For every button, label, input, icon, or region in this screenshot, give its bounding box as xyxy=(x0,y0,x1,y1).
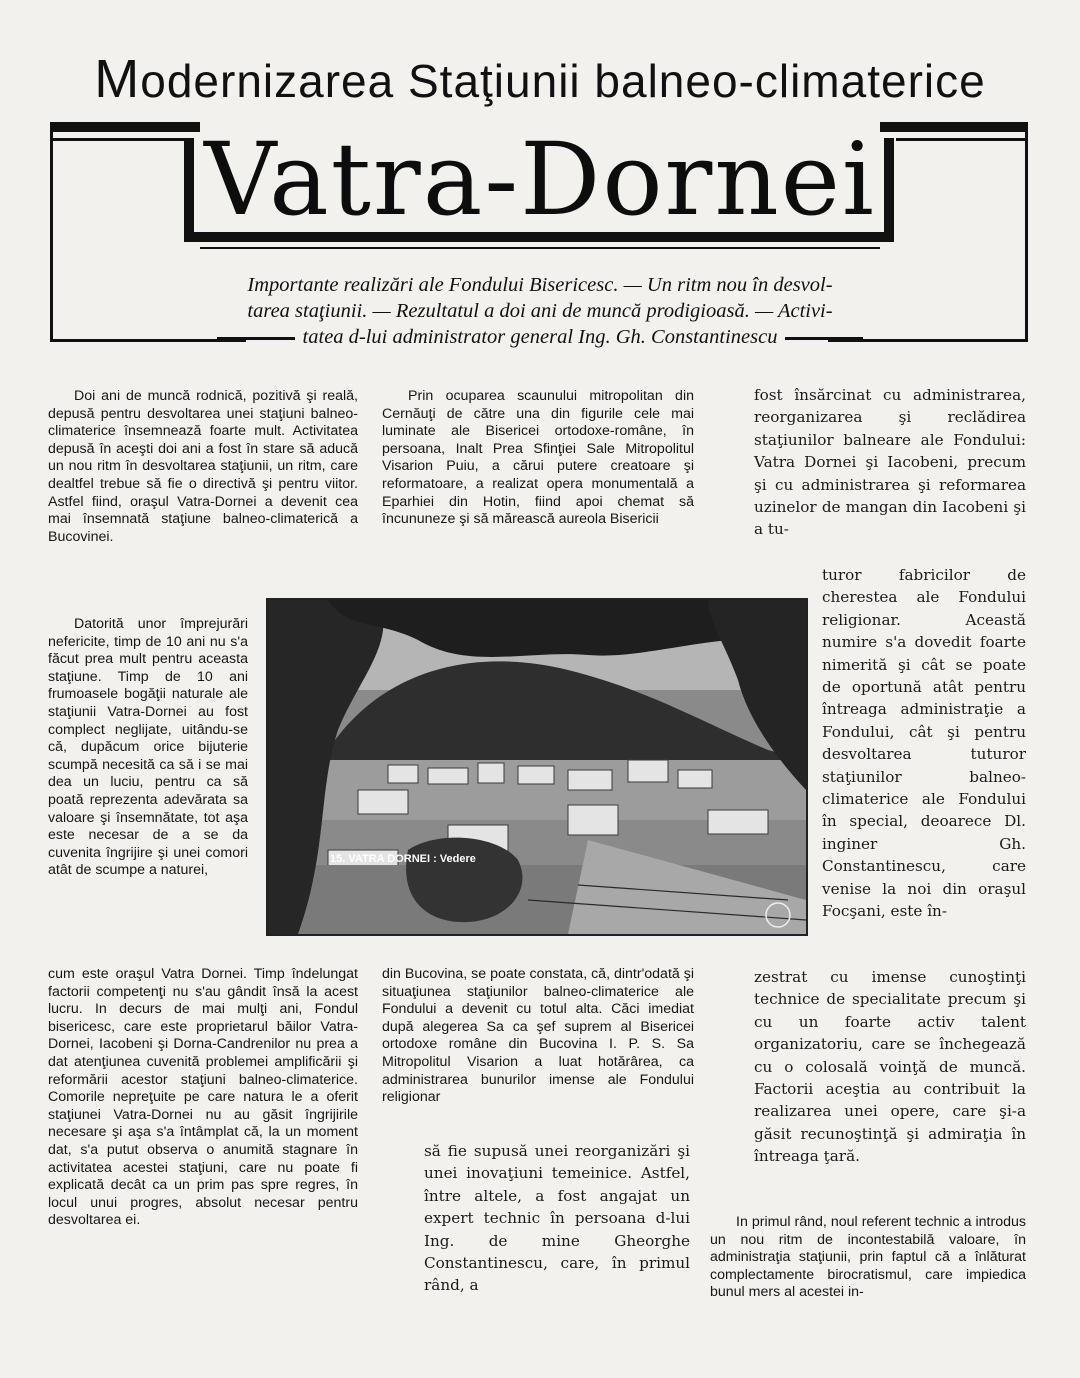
frame-top-right-thick xyxy=(880,122,1028,132)
photo-illustration xyxy=(268,600,806,934)
subtitle-right-rule xyxy=(828,339,1028,342)
supertitle xyxy=(0,48,1080,110)
column-2-top xyxy=(382,388,694,529)
main-title: Vatra-Dornei xyxy=(204,121,876,238)
frame-right-inner-vertical xyxy=(884,138,894,238)
frame-top-left-thin xyxy=(50,138,184,141)
paragraph: fost însărcinat cu administrarea, reorganizarea şi reclădirea staţiunilor balneare ale Fondului: Vatra Dornei şi Iacobeni, precum şi cu administrarea şi reformarea uzinelor de mangan din Iacobeni şi a tu- xyxy=(754,386,1026,539)
paragraph: turor fabricilor de cherestea ale Fondului religionar. Această numire s'a dovedit foarte nimerită şi cât se poate de oportună atât pentru întreaga administraţie a Fondului, cât şi pentru desvoltarea tuturor staţiunilor balneo-climaterice ale Fondului în special, deoarece Dl. inginer Gh. Constantinescu, care venise la noi din oraşul Focşani, este în- xyxy=(822,566,1026,921)
subtitle-left-rule xyxy=(50,339,246,342)
subtitle-line-1: Importante realizări ale Fondului Bisericesc. — Un ritm nou în desvol- xyxy=(247,274,833,296)
frame-bottom-thin xyxy=(200,247,880,249)
town-photograph xyxy=(266,598,808,936)
paragraph: din Bucovina, se poate constata, că, dintr'odată şi situaţiunea staţiunilor balneo-climaterice ale Fondului a devenit cu totul alta. Căci imediat după alegerea Sa ca şef suprem al Bisericei ortodoxe române din Bucovina I. P. S. Sa Mitropolitul Visarion a luat hotărârea, ca administrarea bunurilor imense ale Fondului religionar xyxy=(382,966,694,1106)
column-1-beside-photo xyxy=(48,616,248,880)
paragraph: Prin ocuparea scaunului mitropolitan din Cernăuţi de către una din figurile cele mai luminate ale Bisericei ortodoxe-române, în persoana, Inalt Prea Sfinţiei Sale Mitropolitul Visarion Puiu, a cărui putere creatoare şi reformatoare, a realizat opera monumentală a Eparhiei din Hotin, fiind apoi chemat să încununeze şi să mărească aureola Bisericii xyxy=(382,388,694,528)
column-3-bottom xyxy=(710,1214,1026,1302)
column-3-under-photo xyxy=(754,966,1026,1168)
subtitle-line-3-wrap xyxy=(50,324,1030,350)
column-1-bottom xyxy=(48,966,358,1230)
photo-caption: 15. VATRA DORNEI : Vedere xyxy=(330,853,476,865)
column-2-bottom xyxy=(382,966,694,1107)
column-3-top xyxy=(754,384,1026,541)
frame-left-inner-vertical xyxy=(184,138,194,238)
frame-top-left-thick xyxy=(50,122,200,132)
frame-top-right-thin xyxy=(896,138,1028,141)
column-2-serif xyxy=(424,1140,690,1297)
column-1 xyxy=(48,388,358,546)
paragraph: să fie supusă unei reorganizări şi unei inovaţiuni temeinice. Astfel, între altele, a fost angajat un expert technic în persoana d-lui Ing. de mine Gheorghe Constantinescu, care, în primul rând, a xyxy=(424,1142,690,1295)
paragraph: cum este oraşul Vatra Dornei. Timp îndelungat factorii competenţi nu s'au gândit însă la acest lucru. In decurs de mai mulţi ani, Fondul bisericesc, care este proprietarul băilor Vatra-Dornei, Iacobeni şi Dorna-Candrenilor nu prea a dat atenţiunea cuvenită problemei amplificării şi reformării acestor staţiuni balneo-climaterice. Comorile nepreţuite pe care natura le a oferit staţiunei Vatra-Dornei nu au găsit îngrijirile necesare şi aşa s'a întâmplat că, la un moment dat, s'a putut observa o anumită stagnare în activitatea acestei staţiuni, care nu poate fi explicată decât ca un prim pas spre regres, în locul unui progres, absolut necesar pentru desvoltarea ei. xyxy=(48,966,358,1229)
subtitle-line-2: tarea staţiunii. — Rezultatul a doi ani de muncă prodigioasă. — Activi- xyxy=(247,300,833,322)
paragraph: Datorită unor împrejurări nefericite, timp de 10 ani nu s'a făcut prea mult pentru aceasta staţiune. Timp de 10 ani frumoasele bogăţii naturale ale staţiunii Vatra-Dornei au fost complect neglijate, uitându-se că, dupăcum orice bijuterie scumpă necesită ca să i se mai dea un luciu, pentru ca să poată reprezenta adevărata sa valoare şi însemnătate, tot aşa este necesar de a se da cuvenita îngrijire şi unei comori atât de scumpe a naturei, xyxy=(48,616,248,879)
supertitle-initial: M xyxy=(94,49,141,109)
column-3-beside-photo xyxy=(822,564,1026,923)
paragraph: In primul rând, noul referent technic a introdus un nou ritm de incontestabilă valoare, în administraţia staţiunii, prin faptul că a înlăturat complectamente birocratismul, care impiedica bunul mers al acestei in- xyxy=(710,1214,1026,1301)
subtitle-line-3: tatea d-lui administrator general Ing. Gh. Constantinescu xyxy=(302,326,778,348)
supertitle-text: odernizarea Staţiunii balneo-climaterice xyxy=(140,55,986,107)
paragraph: zestrat cu imense cunoştinţi technice de specialitate precum şi cu un foarte activ talent organizatoriu, care se închegează cu o colosală voinţă de muncă. Factorii aceştia au contribuit la realizarea unei opere, care şi-a găsit recunoştinţă şi admiraţia în întreaga ţară. xyxy=(754,968,1026,1166)
paragraph: Doi ani de muncă rodnică, pozitivă şi reală, depusă pentru desvoltarea unei staţiuni balneo-climaterice însemnează foarte mult. Activitatea depusă în aceşti doi ani a fost în stare să aducă un nou ritm în desvoltarea staţiunii, un ritm, care dealtfel trebue să fie o directivă şi pentru viitor. Astfel fiind, oraşul Vatra-Dornei a devenit cea mai însemnată staţiune balneo-climaterică a Bucovinei. xyxy=(48,388,358,545)
